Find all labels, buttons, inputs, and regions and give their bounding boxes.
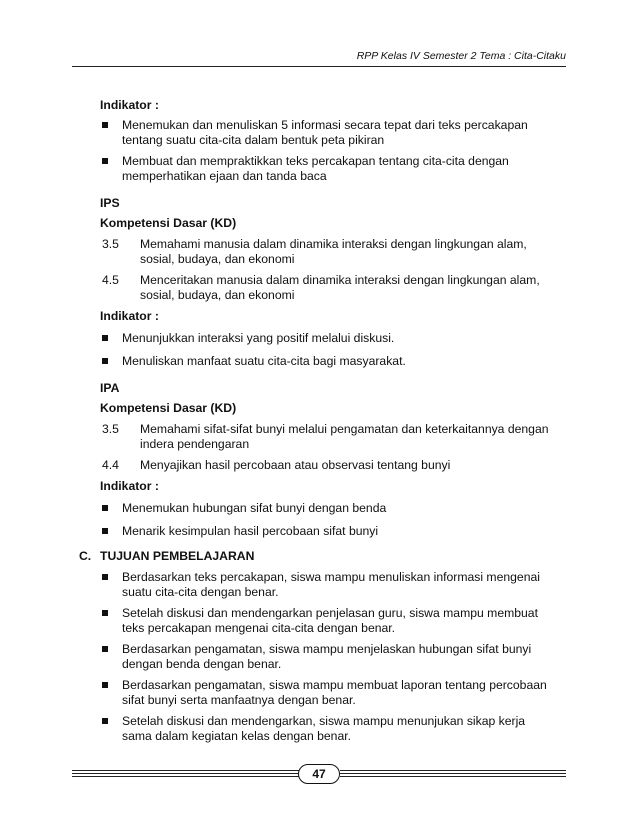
bullet-square-icon: [102, 505, 108, 511]
list-item-line: Berdasarkan pengamatan, siswa mampu menjelaskan hubungan sifat bunyi: [122, 642, 532, 656]
bullet-square-icon: [102, 646, 108, 652]
footer-rule-left: [72, 773, 300, 774]
kd-item: [100, 273, 570, 303]
footer-rule-right: [340, 770, 566, 771]
content-main: [100, 98, 570, 539]
list-item: [100, 154, 570, 184]
list-item: [100, 678, 570, 708]
kd-line: Menyajikan hasil percobaan atau observasi tentang bunyi: [140, 458, 451, 472]
list-item: [100, 570, 570, 600]
list-item-line: Berdasarkan pengamatan, siswa mampu membuat laporan tentang percobaan: [122, 678, 547, 692]
kd-number: 4.4: [102, 458, 119, 472]
footer-rule-left: [72, 770, 300, 771]
section-label: C.: [79, 549, 92, 563]
list-item: [100, 354, 570, 369]
footer-rule-left: [72, 776, 300, 777]
list-item-line: Membuat dan mempraktikkan teks percakapan tentang cita-cita dengan: [122, 154, 509, 168]
bullet-square-icon: [102, 528, 108, 534]
running-header: RPP Kelas IV Semester 2 Tema : Cita-Citaku: [356, 50, 566, 62]
bullet-square-icon: [102, 610, 108, 616]
kd-line: Memahami sifat-sifat bunyi melalui pengamatan dan keterkaitannya dengan: [140, 422, 549, 436]
subject-heading-ipa: IPA: [100, 381, 120, 395]
list-item-line: Menunjukkan interaksi yang positif melalui diskusi.: [122, 331, 395, 345]
bullet-square-icon: [102, 358, 108, 364]
list-item-line: Menemukan hubungan sifat bunyi dengan benda: [122, 501, 387, 515]
kd-number: 3.5: [102, 422, 119, 436]
header-rule: [72, 66, 566, 67]
kd-line: Memahami manusia dalam dinamika interaksi dengan lingkungan alam,: [140, 237, 527, 251]
list-item: [100, 331, 570, 346]
kd-heading: Kompetensi Dasar (KD): [100, 216, 237, 230]
kd-heading: Kompetensi Dasar (KD): [100, 401, 237, 415]
kd-item: [100, 458, 570, 473]
list-item: [100, 524, 570, 539]
kd-line: Menceritakan manusia dalam dinamika interaksi dengan lingkungan alam,: [140, 273, 540, 287]
list-item: [100, 606, 570, 636]
footer: [72, 764, 566, 784]
list-item-line: dengan benda dengan benar.: [122, 657, 282, 671]
subject-heading-ips: IPS: [100, 196, 120, 210]
list-item: [100, 714, 570, 744]
bullet-square-icon: [102, 158, 108, 164]
list-item: [100, 501, 570, 516]
list-item-line: tentang suatu cita-cita dalam bentuk peta pikiran: [122, 133, 385, 147]
kd-number: 3.5: [102, 237, 119, 251]
bullet-square-icon: [102, 682, 108, 688]
kd-line: indera pendengaran: [140, 437, 250, 451]
bullet-square-icon: [102, 122, 108, 128]
list-item-line: memperhatikan ejaan dan tanda baca: [122, 169, 327, 183]
list-item: [100, 118, 570, 148]
list-item-line: Menarik kesimpulan hasil percobaan sifat bunyi: [122, 524, 379, 538]
bullet-square-icon: [102, 335, 108, 341]
list-item-line: Setelah diskusi dan mendengarkan penjelasan guru, siswa mampu membuat: [122, 606, 538, 620]
kd-item: [100, 422, 570, 452]
list-item-line: Menemukan dan menuliskan 5 informasi secara tepat dari teks percakapan: [122, 118, 528, 132]
kd-number: 4.5: [102, 273, 119, 287]
list-item-line: Berdasarkan teks percakapan, siswa mampu menuliskan informasi mengenai: [122, 570, 540, 584]
list-item-line: suatu cita-cita dengan benar.: [122, 585, 279, 599]
kd-item: [100, 237, 570, 267]
footer-rule-right: [340, 776, 566, 777]
list-item-line: sifat bunyi serta manfaatnya dengan benar.: [122, 693, 356, 707]
kd-line: sosial, budaya, dan ekonomi: [140, 252, 295, 266]
indikator-heading: Indikator :: [100, 479, 159, 493]
bullet-square-icon: [102, 574, 108, 580]
list-item-line: Menuliskan manfaat suatu cita-cita bagi masyarakat.: [122, 354, 406, 368]
objectives-list: [100, 570, 570, 744]
indikator-heading: Indikator :: [100, 98, 159, 112]
page-number: 47: [298, 764, 340, 784]
indikator-heading: Indikator :: [100, 309, 159, 323]
bullet-square-icon: [102, 718, 108, 724]
section-title: TUJUAN PEMBELAJARAN: [100, 549, 255, 563]
list-item-line: teks percakapan mengenai cita-cita dengan benar.: [122, 621, 396, 635]
list-item-line: Setelah diskusi dan mendengarkan, siswa mampu menunjukan sikap kerja: [122, 714, 526, 728]
list-item: [100, 642, 570, 672]
kd-line: sosial, budaya, dan ekonomi: [140, 288, 295, 302]
footer-rule-right: [340, 773, 566, 774]
list-item-line: sama dalam kegiatan kelas dengan benar.: [122, 729, 352, 743]
